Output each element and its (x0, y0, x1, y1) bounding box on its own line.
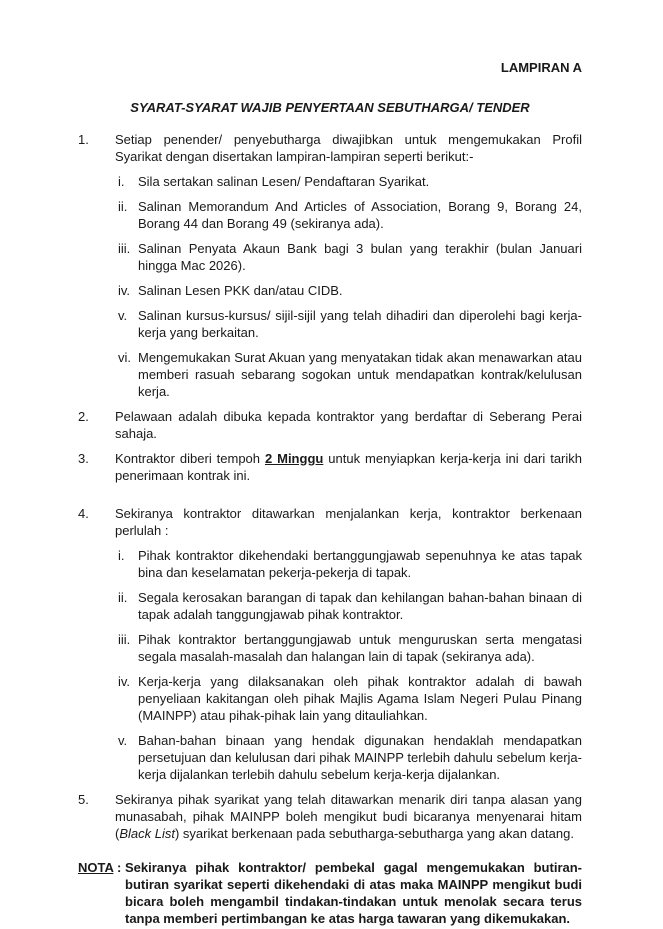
sub-item-4-i-text: Pihak kontraktor dikehendaki bertanggungjawab sepenuhnya ke atas tapak bina dan keselamatan pekerja-pekerja di tapak. (138, 548, 582, 580)
sub-item-4-v-number: v. (118, 733, 128, 748)
sub-item-4-iv-number: iv. (118, 674, 131, 689)
numbered-item-4 (78, 505, 582, 783)
nota-text: Sekiranya pihak kontraktor/ pembekal gagal mengemukakan butiran-butiran syarikat seperti dikehendaki di atas maka MAINPP mengikut budi bicara boleh mengambil tindakan-tindakan untuk menolak secara terus tanpa memberi pertimbangan ke atas harga tawaran yang dikemukakan. (125, 860, 582, 926)
sub-item-4-iv-text: Kerja-kerja yang dilaksanakan oleh pihak kontraktor adalah di bawah penyeliaan kakitangan oleh pihak Majlis Agama Islam Negeri Pulau Pinang (MAINPP) atau pihak-pihak lain yang ditauliahkan. (138, 674, 582, 723)
sub-item-1-v (118, 307, 582, 341)
sub-item-1-vi (118, 349, 582, 400)
numbered-item-5 (78, 791, 582, 842)
sub-item-1-ii-number: ii. (118, 199, 128, 214)
sub-item-1-iv-text: Salinan Lesen PKK dan/atau CIDB. (138, 283, 343, 298)
item-5-blacklist-term: Black List (119, 826, 175, 841)
item-5-text (115, 791, 582, 842)
numbered-item-3 (78, 450, 582, 484)
nota-section (78, 859, 582, 927)
sub-item-4-ii (118, 589, 582, 623)
sub-item-1-iv (118, 282, 582, 299)
item-4-number: 4. (78, 506, 89, 521)
sub-item-4-v-text: Bahan-bahan binaan yang hendak digunakan hendaklah mendapatkan persetujuan dan kelulusan dari pihak MAINPP terlebih dahulu sebelum kerja-kerja dijalankan terlebih dahulu sebelum kerja-kerja dijalankan. (138, 733, 582, 782)
item-2-text: Pelawaan adalah dibuka kepada kontraktor yang berdaftar di Seberang Perai sahaja. (115, 409, 582, 441)
item-5-text-after: ) syarikat berkenaan pada sebutharga-sebutharga yang akan datang. (174, 826, 574, 841)
sub-item-4-iv (118, 673, 582, 724)
item-5-number: 5. (78, 792, 89, 807)
item-3-duration-emphasis: 2 Minggu (264, 451, 324, 466)
page-title: SYARAT-SYARAT WAJIB PENYERTAAN SEBUTHARGA/ TENDER (130, 100, 530, 115)
item-1-text: Setiap penender/ penyebutharga diwajibkan untuk mengemukakan Profil Syarikat dengan disertakan lampiran-lampiran seperti berikut:- (115, 132, 582, 164)
sub-item-1-v-number: v. (118, 308, 128, 323)
sub-item-1-ii-text: Salinan Memorandum And Articles of Association, Borang 9, Borang 24, Borang 44 dan Borang 49 (sekiranya ada). (138, 199, 582, 231)
nota-label-word: NOTA (78, 860, 114, 875)
sub-item-1-vi-number: vi. (118, 350, 131, 365)
sub-item-1-iv-number: iv. (118, 283, 131, 298)
numbered-item-2 (78, 408, 582, 442)
attachment-label: LAMPIRAN A (500, 60, 582, 75)
item-1-number: 1. (78, 132, 89, 147)
sub-item-4-ii-number: ii. (118, 590, 128, 605)
sub-item-1-iii-text: Salinan Penyata Akaun Bank bagi 3 bulan yang terakhir (bulan Januari hingga Mac 2026). (138, 241, 582, 273)
sub-item-1-iii-number: iii. (118, 241, 131, 256)
sub-item-4-v (118, 732, 582, 783)
sub-item-1-ii (118, 198, 582, 232)
item-5-text-before: Sekiranya pihak syarikat yang telah ditawarkan menarik diri tanpa alasan yang munasabah, pihak MAINPP boleh mengikut budi bicaranya menyenarai hitam ( (115, 792, 582, 841)
sub-item-1-iii (118, 240, 582, 274)
item-2-number: 2. (78, 409, 89, 424)
item-3-number: 3. (78, 451, 89, 466)
item-3-text-before: Kontraktor diberi tempoh (115, 451, 265, 466)
sub-item-4-iii-text: Pihak kontraktor bertanggungjawab untuk menguruskan serta mengatasi segala masalah-masalah dan halangan lain di tapak (sekiranya ada). (138, 632, 582, 664)
sub-item-1-v-text: Salinan kursus-kursus/ sijil-sijil yang telah dihadiri dan diperolehi bagi kerja-kerja yang berkaitan. (138, 308, 582, 340)
item-4-text: Sekiranya kontraktor ditawarkan menjalankan kerja, kontraktor berkenaan perlulah : (115, 506, 582, 538)
sub-item-4-i (118, 547, 582, 581)
nota-label-colon: : (113, 860, 122, 875)
sub-item-4-ii-text: Segala kerosakan barangan di tapak dan kehilangan bahan-bahan binaan di tapak adalah tanggungjawab pihak kontraktor. (138, 590, 582, 622)
sub-item-1-vi-text: Mengemukakan Surat Akuan yang menyatakan tidak akan menawarkan atau memberi rasuah sebarang sogokan untuk mendapatkan kontrak/kelulusan kerja. (138, 350, 582, 399)
sub-item-4-iii-number: iii. (118, 632, 131, 647)
sub-item-1-i-text: Sila sertakan salinan Lesen/ Pendaftaran Syarikat. (138, 174, 430, 189)
item-3-text (115, 450, 582, 484)
nota-label (78, 859, 121, 876)
sub-item-4-i-number: i. (118, 548, 125, 563)
sub-item-1-i-number: i. (118, 174, 125, 189)
item-3-text-after: untuk menyiapkan kerja-kerja ini dari tarikh penerimaan kontrak ini. (115, 451, 583, 483)
sub-item-1-i (118, 173, 582, 190)
numbered-item-1 (78, 131, 582, 400)
sub-item-4-iii (118, 631, 582, 665)
